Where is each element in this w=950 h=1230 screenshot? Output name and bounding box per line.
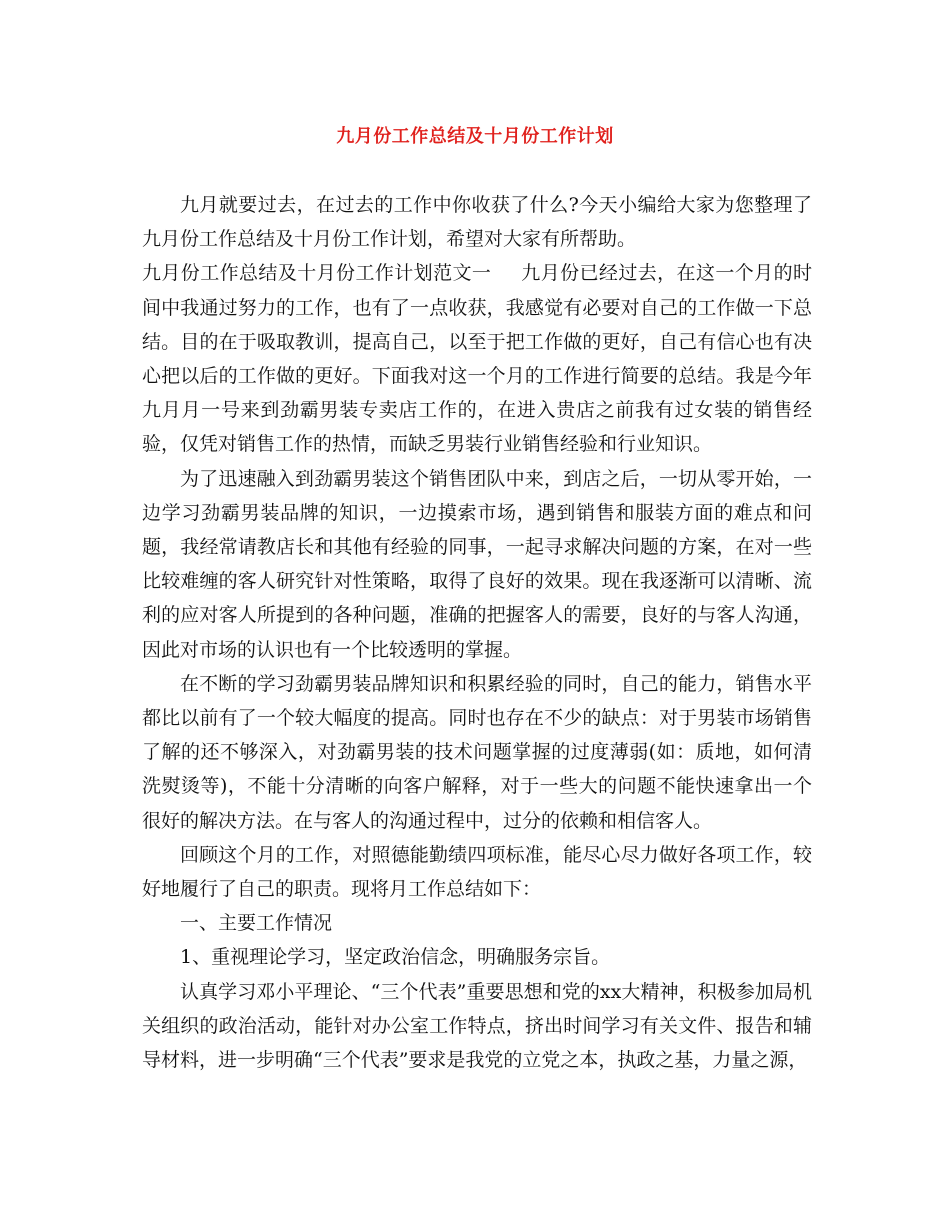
paragraph-4: 回顾这个月的工作，对照德能勤绩四项标准，能尽心尽力做好各项工作，较好地履行了自己的职责。现将月工作总结如下：	[142, 843, 812, 901]
section-heading-1: 一、主要工作情况	[180, 912, 333, 935]
paragraph-3: 在不断的学习劲霸男装品牌知识和积累经验的同时，自己的能力，销售水平都比以前有了一个较大幅度的提高。同时也存在不少的缺点：对于男装市场销售了解的还不够深入，对劲霸男装的技术问题掌握的过度薄弱(如：质地，如何清洗熨烫等)，不能十分清晰的向客户解释，对于一些大的问题不能快速拿出一个很好的解决方法。在与客人的沟通过程中，过分的依赖和相信客人。	[142, 672, 812, 832]
sample-heading: 九月份工作总结及十月份工作计划范文一	[142, 262, 492, 285]
paragraph-2: 为了迅速融入到劲霸男装这个销售团队中来，到店之后，一切从零开始，一边学习劲霸男装品牌的知识，一边摸索市场，遇到销售和服装方面的难点和问题，我经常请教店长和其他有经验的同事，一起寻求解决问题的方案，在对一些比较难缠的客人研究针对性策略，取得了良好的效果。现在我逐渐可以清晰、流利的应对客人所提到的各种问题，准确的把握客人的需要，良好的与客人沟通，因此对市场的认识也有一个比较透明的掌握。	[142, 467, 812, 661]
item-heading-1: 1、重视理论学习，坚定政治信念，明确服务宗旨。	[180, 946, 611, 969]
document-body	[142, 188, 812, 1077]
sample-paragraph	[142, 256, 812, 461]
document-title: 九月份工作总结及十月份工作计划	[336, 126, 614, 147]
intro-paragraph: 九月就要过去，在过去的工作中你收获了什么?今天小编给大家为您整理了九月份工作总结及十月份工作计划，希望对大家有所帮助。	[142, 194, 812, 251]
paragraph-5: 认真学习邓小平理论、“三个代表”重要思想和党的xx大精神，积极参加局机关组织的政治活动，能针对办公室工作特点，挤出时间学习有关文件、报告和辅导材料，进一步明确“三个代表”要求是我党的立党之本，执政之基，力量之源，	[142, 980, 812, 1072]
paragraph-1: 九月份已经过去，在这一个月的时间中我通过努力的工作，也有了一点收获，我感觉有必要对自己的工作做一下总结。目的在于吸取教训，提高自己，以至于把工作做的更好，自己有信心也有决心把以后的工作做的更好。下面我对这一个月的工作进行简要的总结。我是今年九月月一号来到劲霸男装专卖店工作的，在进入贵店之前我有过女装的销售经验，仅凭对销售工作的热情，而缺乏男装行业销售经验和行业知识。	[142, 262, 812, 456]
